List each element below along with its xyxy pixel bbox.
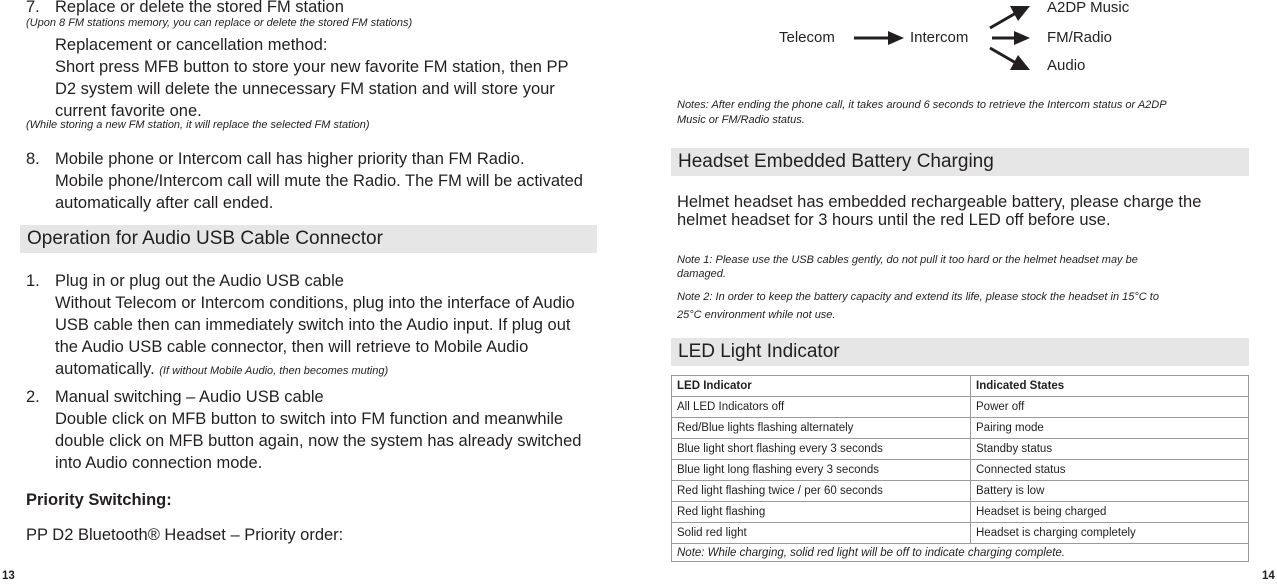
diagram-label-telecom: Telecom bbox=[779, 29, 835, 46]
column-header-states: Indicated States bbox=[971, 376, 1249, 397]
arrow-right-icon bbox=[992, 31, 1030, 45]
state-cell: Headset is charging completely bbox=[971, 523, 1249, 544]
arrow-down-right-icon bbox=[990, 48, 1030, 70]
led-cell: Red light flashing twice / per 60 seconds bbox=[672, 481, 971, 502]
state-cell: Power off bbox=[971, 397, 1249, 418]
table-footer-note-row bbox=[672, 544, 1249, 562]
usb-item1-line: the Audio USB cable connector, then will retrieve to Mobile Audio bbox=[55, 338, 529, 356]
led-cell: All LED Indicators off bbox=[672, 397, 971, 418]
table-row bbox=[672, 502, 1249, 523]
item7-title: Replace or delete the stored FM station bbox=[55, 0, 344, 16]
usb-item1-line: Without Telecom or Intercom conditions, plug into the interface of Audio bbox=[55, 294, 575, 312]
item8-number: 8. bbox=[26, 150, 40, 168]
table-row bbox=[672, 439, 1249, 460]
led-cell: Blue light long flashing every 3 seconds bbox=[672, 460, 971, 481]
usb-item2-line: Double click on MFB button to switch into FM function and meanwhile bbox=[55, 410, 564, 428]
diagram-label-intercom: Intercom bbox=[910, 29, 969, 46]
item7-line: D2 system will delete the unnecessary FM station and will store your bbox=[55, 80, 555, 98]
usb-item1-line: USB cable then can immediately switch into the Audio input. If plug out bbox=[55, 316, 571, 334]
usb-item1-inline-note: (If without Mobile Audio, then becomes muting) bbox=[159, 365, 389, 377]
arrow-up-right-icon bbox=[990, 6, 1030, 28]
usb-item1-number: 1. bbox=[26, 272, 40, 290]
page-number-right: 14 bbox=[1262, 570, 1275, 582]
diagram-arrows bbox=[840, 0, 1040, 80]
state-cell: Headset is being charged bbox=[971, 502, 1249, 523]
state-cell: Pairing mode bbox=[971, 418, 1249, 439]
battery-note2-line: 25°C environment while not use. bbox=[677, 309, 836, 321]
usb-item2-line: double click on MFB button again, now the system has already switched bbox=[55, 432, 582, 450]
battery-note1-line: damaged. bbox=[677, 268, 726, 280]
diagram-label-fm: FM/Radio bbox=[1047, 29, 1113, 46]
diagram-note-line: Notes: After ending the phone call, it takes around 6 seconds to retrieve the Intercom status or A2DP bbox=[677, 99, 1167, 111]
diagram-label-a2dp: A2DP Music bbox=[1047, 0, 1130, 16]
section-heading-led: LED Light Indicator bbox=[671, 338, 1249, 366]
table-row bbox=[672, 397, 1249, 418]
led-cell: Solid red light bbox=[672, 523, 971, 544]
table-footer-note: Note: While charging, solid red light will be off to indicate charging complete. bbox=[672, 544, 1249, 562]
led-indicator-table bbox=[671, 375, 1249, 562]
item8-line: automatically after call ended. bbox=[55, 194, 274, 212]
state-cell: Battery is low bbox=[971, 481, 1249, 502]
diagram-label-audio: Audio bbox=[1047, 57, 1086, 74]
usb-item1-line: automatically. bbox=[55, 360, 155, 378]
table-header-row bbox=[672, 376, 1249, 397]
led-cell: Red/Blue lights flashing alternately bbox=[672, 418, 971, 439]
section-heading-usb: Operation for Audio USB Cable Connector bbox=[20, 225, 597, 253]
item7-number: 7. bbox=[26, 0, 40, 16]
arrow-right-icon bbox=[854, 31, 904, 45]
item7-note: (While storing a new FM station, it will replace the selected FM station) bbox=[26, 119, 370, 131]
usb-item2-line: Manual switching – Audio USB cable bbox=[55, 388, 324, 406]
priority-order-line: PP D2 Bluetooth® Headset – Priority order: bbox=[26, 526, 344, 544]
page-number-left: 13 bbox=[2, 570, 15, 582]
led-cell: Blue light short flashing every 3 seconds bbox=[672, 439, 971, 460]
table-row bbox=[672, 481, 1249, 502]
item7-method-label: Replacement or cancellation method: bbox=[55, 36, 328, 54]
state-cell: Connected status bbox=[971, 460, 1249, 481]
table-row bbox=[672, 523, 1249, 544]
usb-item2-number: 2. bbox=[26, 388, 40, 406]
state-cell: Standby status bbox=[971, 439, 1249, 460]
item7-subnote: (Upon 8 FM stations memory, you can replace or delete the stored FM stations) bbox=[26, 17, 413, 29]
usb-item1-line: Plug in or plug out the Audio USB cable bbox=[55, 272, 344, 290]
battery-line: helmet headset for 3 hours until the red LED off before use. bbox=[677, 211, 1111, 229]
battery-note2-line: Note 2: In order to keep the battery capacity and extend its life, please stock the headset in 15°C to bbox=[677, 291, 1159, 303]
item8-line: Mobile phone/Intercom call will mute the Radio. The FM will be activated bbox=[55, 172, 583, 190]
usb-item1-line-last bbox=[55, 358, 388, 381]
battery-note1-line: Note 1: Please use the USB cables gently, do not pull it too hard or the helmet headset may be bbox=[677, 254, 1138, 266]
usb-item2-line: into Audio connection mode. bbox=[55, 454, 263, 472]
diagram-note-line: Music or FM/Radio status. bbox=[677, 114, 805, 126]
section-heading-battery: Headset Embedded Battery Charging bbox=[671, 148, 1249, 176]
battery-line: Helmet headset has embedded rechargeable battery, please charge the bbox=[677, 193, 1202, 211]
table-row bbox=[672, 418, 1249, 439]
item7-line: current favorite one. bbox=[55, 102, 202, 120]
led-cell: Red light flashing bbox=[672, 502, 971, 523]
table-row bbox=[672, 460, 1249, 481]
column-header-led: LED Indicator bbox=[672, 376, 971, 397]
priority-title: Priority Switching: bbox=[26, 491, 172, 509]
item8-line: Mobile phone or Intercom call has higher priority than FM Radio. bbox=[55, 150, 525, 168]
item7-line: Short press MFB button to store your new favorite FM station, then PP bbox=[55, 58, 569, 76]
